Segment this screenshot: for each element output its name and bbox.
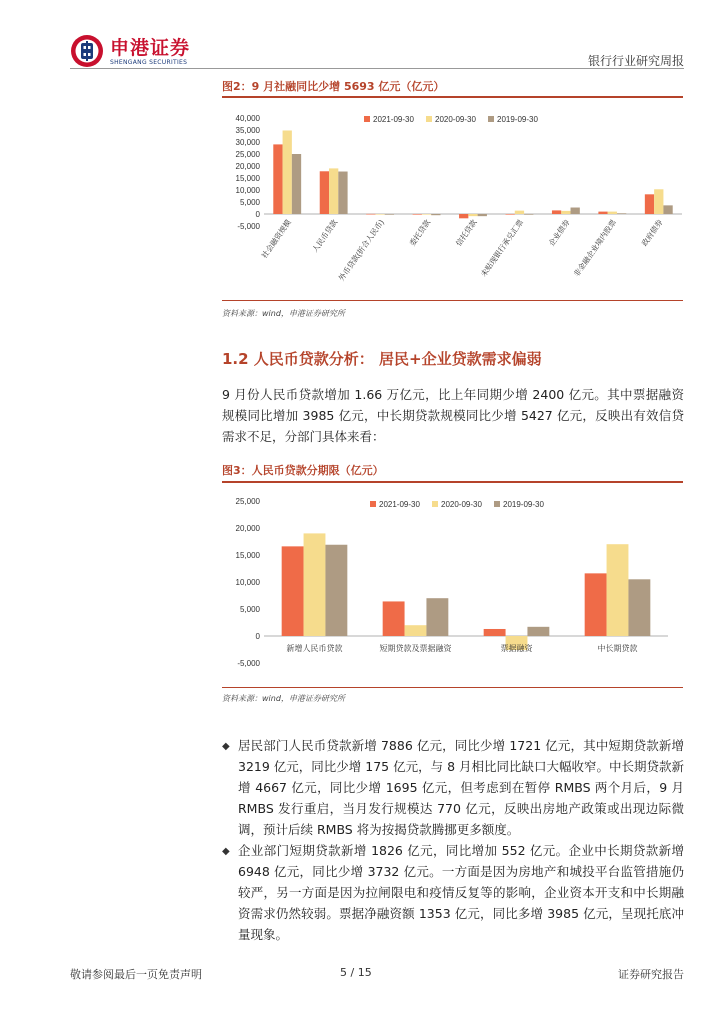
- category-label: 企业债券: [546, 217, 572, 248]
- y-tick-label: 5,000: [239, 198, 260, 207]
- y-tick-label: -5,000: [237, 222, 260, 231]
- bar: [375, 214, 384, 215]
- category-label: 非金融企业境内股票: [571, 217, 618, 279]
- category-label: 短期贷款及票据融资: [379, 644, 452, 653]
- figure2-title: 图2：9 月社融同比少增 5693 亿元（亿元）: [222, 80, 445, 93]
- bar: [561, 211, 570, 214]
- y-tick-label: 25,000: [235, 150, 260, 159]
- legend-label: 2020-09-30: [441, 500, 482, 509]
- bar: [628, 579, 650, 636]
- bar: [405, 625, 427, 636]
- y-tick-label: 25,000: [235, 497, 260, 506]
- y-tick-label: 40,000: [235, 114, 260, 123]
- y-tick-label: 10,000: [235, 186, 260, 195]
- category-label: 未贴现银行承兑汇票: [478, 217, 526, 279]
- bar: [273, 144, 282, 214]
- legend-swatch: [494, 501, 500, 507]
- category-label: 新增人民币贷款: [286, 644, 343, 653]
- bar: [484, 629, 506, 636]
- figure3-title: 图3：人民币贷款分期限（亿元）: [222, 464, 384, 477]
- bar: [385, 214, 394, 215]
- category-label: 委托贷款: [407, 217, 433, 248]
- bar: [422, 214, 431, 215]
- category-label: 社会融资规模: [259, 217, 293, 261]
- y-tick-label: 5,000: [239, 605, 260, 614]
- bar: [515, 211, 524, 214]
- figure2-bottom-rule: [222, 300, 683, 301]
- legend-swatch: [364, 116, 370, 122]
- header-divider: [70, 68, 684, 69]
- category-label: 信托贷款: [454, 217, 479, 248]
- legend-label: 2019-09-30: [503, 500, 544, 509]
- y-tick-label: 10,000: [235, 578, 260, 587]
- bar: [506, 214, 515, 215]
- bar: [413, 214, 422, 215]
- figure2-source: 资料来源：wind，申港证券研究所: [222, 309, 345, 318]
- report-type: 银行行业研究周报: [587, 54, 684, 68]
- category-label: 中长期贷款: [597, 644, 638, 653]
- bar: [468, 214, 477, 216]
- company-logo: [70, 34, 190, 68]
- bar: [571, 208, 580, 214]
- figure2-top-rule: [222, 96, 683, 98]
- bar: [320, 171, 329, 214]
- bar: [598, 212, 607, 214]
- bar: [617, 213, 626, 214]
- footer-report-label: 证券研究报告: [618, 968, 684, 981]
- legend-label: 2021-09-30: [379, 500, 420, 509]
- legend-label: 2020-09-30: [435, 115, 476, 124]
- section-intro: 9 月份人民币贷款增加 1.66 万亿元，比上年同期少增 2400 亿元。其中票据融资规模同比增加 3985 亿元，中长期贷款规模同比少增 5427 亿元，反映出有效信贷需求不足，分部门具体来看：: [222, 387, 684, 444]
- figure3-source: 资料来源：wind，申港证券研究所: [222, 694, 345, 703]
- footer-disclaimer: 敬请参阅最后一页免责声明: [70, 968, 202, 981]
- bar: [527, 627, 549, 636]
- bar: [338, 172, 347, 214]
- bar: [663, 205, 672, 214]
- category-label: 外币贷款(折合人民币): [336, 217, 386, 283]
- legend-label: 2021-09-30: [373, 115, 414, 124]
- bar: [292, 154, 301, 214]
- bar: [426, 598, 448, 636]
- bar: [325, 545, 347, 636]
- category-label: 政府债券: [639, 217, 665, 248]
- figure3-bottom-rule: [222, 687, 683, 688]
- category-label: 人民币贷款: [310, 217, 340, 254]
- figure2-chart: [222, 100, 684, 300]
- bar: [282, 546, 304, 636]
- bar: [366, 214, 375, 215]
- legend-swatch: [432, 501, 438, 507]
- y-tick-label: 0: [255, 632, 260, 641]
- figure3-top-rule: [222, 481, 683, 483]
- legend-swatch: [370, 501, 376, 507]
- bar: [608, 212, 617, 214]
- legend-swatch: [488, 116, 494, 122]
- bar: [329, 168, 338, 214]
- logo-emblem-icon: [70, 34, 104, 68]
- bar: [524, 214, 533, 215]
- y-tick-label: 0: [255, 210, 260, 219]
- logo-english-name: SHENGANG SECURITIES: [110, 58, 188, 66]
- bar: [459, 214, 468, 218]
- bar: [304, 533, 326, 636]
- bullet-enterprise: 企业部门短期贷款新增 1826 亿元，同比增加 552 亿元。企业中长期贷款新增 6948 亿元，同比少增 3732 亿元。一方面是因为房地产和城投平台监管措施仍较严，另一方面是因为拉闸限电和疫情反复等的影响，企业资本开支和中长期融资需求仍然较弱。票据净融资额 1353 亿元，同比多增 3985 亿元，呈现托底冲量现象。: [238, 843, 684, 942]
- category-label: 票据融资: [500, 644, 533, 653]
- y-tick-label: 35,000: [235, 126, 260, 135]
- y-tick-label: -5,000: [237, 659, 260, 668]
- y-tick-label: 20,000: [235, 524, 260, 533]
- bullet-household: 居民部门人民币贷款新增 7886 亿元，同比少增 1721 亿元，其中短期贷款新增 3219 亿元，同比少增 175 亿元，与 8 月相比同比缺口大幅收窄。中长期贷款新增 4667 亿元，同比少增 1695 亿元，但考虑到在暂停 RMBS 两个月后，9 月 RMBS 发行重启，当月发行规模达 770 亿元，反映出房地产政策或出现边际微调，预计后续 RMBS 将为按揭贷款腾挪更多额度。: [238, 738, 684, 837]
- bar: [431, 214, 440, 215]
- bar: [585, 573, 607, 636]
- bullet-diamond-icon: ◆: [222, 846, 230, 857]
- bar: [552, 210, 561, 214]
- logo-chinese-name: 申港证券: [110, 36, 191, 59]
- section-title: 1.2 人民币贷款分析： 居民+企业贷款需求偏弱: [222, 350, 542, 368]
- bar: [478, 214, 487, 216]
- bar: [283, 130, 292, 214]
- legend-label: 2019-09-30: [497, 115, 538, 124]
- y-tick-label: 20,000: [235, 162, 260, 171]
- bar: [654, 189, 663, 214]
- page-number: 5 / 15: [340, 966, 372, 979]
- bullet-diamond-icon: ◆: [222, 741, 230, 752]
- bar: [645, 194, 654, 214]
- legend-swatch: [426, 116, 432, 122]
- y-tick-label: 15,000: [235, 551, 260, 560]
- bar: [607, 544, 629, 636]
- bar: [383, 601, 405, 636]
- y-tick-label: 30,000: [235, 138, 260, 147]
- figure3-chart: [222, 485, 684, 685]
- y-tick-label: 15,000: [235, 174, 260, 183]
